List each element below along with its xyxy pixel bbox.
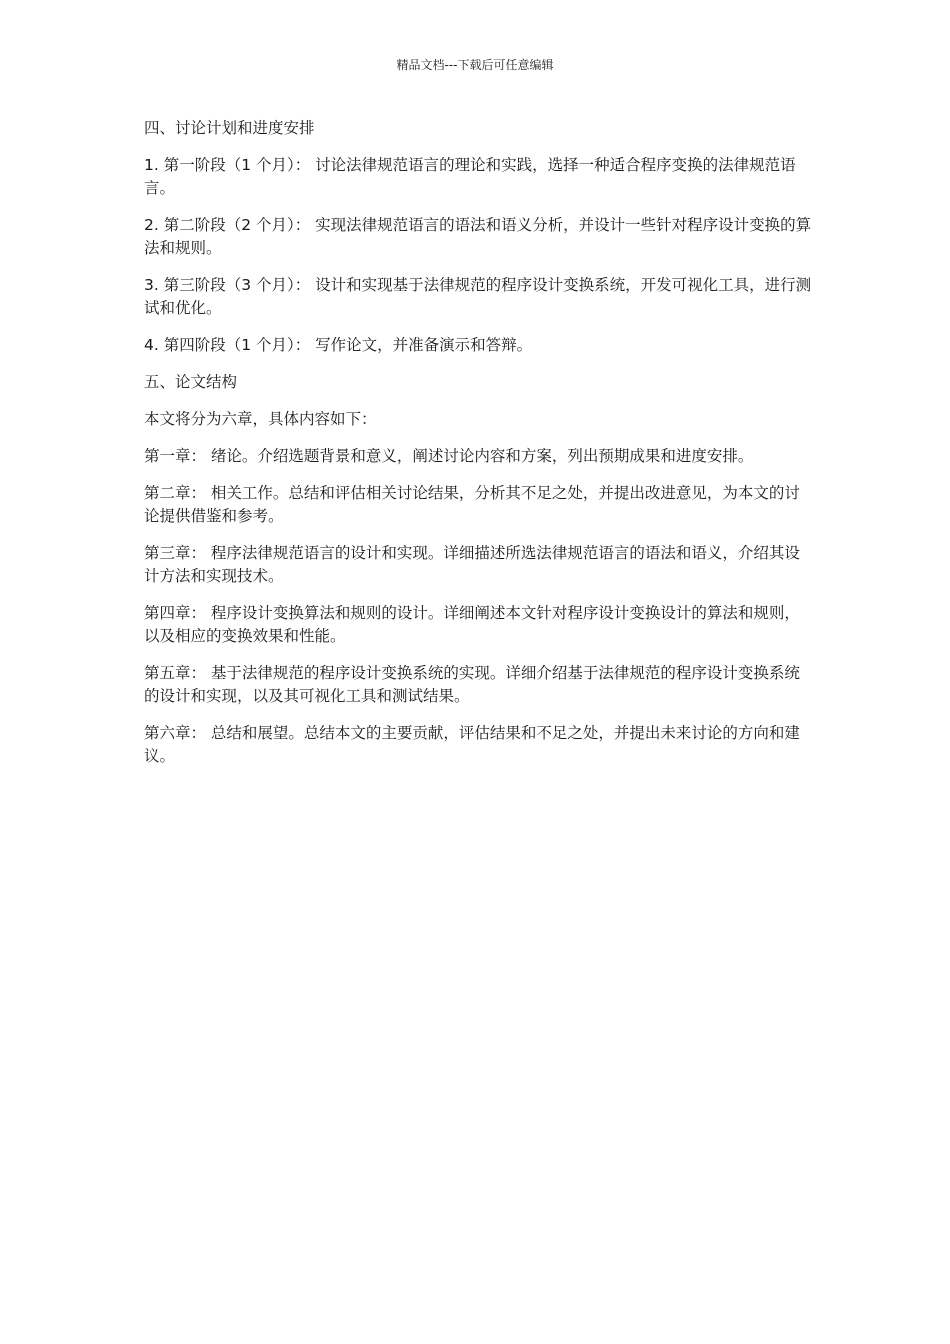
chapter-4-description: 第四章： 程序设计变换算法和规则的设计。详细阐述本文针对程序设计变换设计的算法和规则，以及相应的变换效果和性能。 [144, 604, 800, 645]
chapter-2-description: 第二章： 相关工作。总结和评估相关讨论结果，分析其不足之处，并提出改进意见，为本文的讨论提供借鉴和参考。 [144, 484, 800, 525]
schedule-item-phase-4: 4. 第四阶段（1 个月）： 写作论文，并准备演示和答辩。 [144, 336, 533, 354]
schedule-item-phase-2: 2. 第二阶段（2 个月）： 实现法律规范语言的语法和语义分析，并设计一些针对程序设计变换的算法和规则。 [144, 216, 812, 257]
chapter-5-description: 第五章： 基于法律规范的程序设计变换系统的实现。详细介绍基于法律规范的程序设计变换系统的设计和实现，以及其可视化工具和测试结果。 [144, 664, 800, 705]
chapter-1-description: 第一章： 绪论。介绍选题背景和意义，阐述讨论内容和方案，列出预期成果和进度安排。 [144, 447, 754, 465]
page-header: 精品文档---下载后可任意编辑 [396, 58, 554, 72]
structure-intro: 本文将分为六章，具体内容如下： [144, 410, 377, 428]
schedule-item-phase-3: 3. 第三阶段（3 个月）： 设计和实现基于法律规范的程序设计变换系统，开发可视化工具，进行测试和优化。 [144, 276, 812, 317]
document-body [144, 117, 812, 782]
section-heading-structure: 五、论文结构 [144, 373, 238, 391]
section-heading-schedule: 四、讨论计划和进度安排 [144, 119, 315, 137]
chapter-6-description: 第六章： 总结和展望。总结本文的主要贡献，评估结果和不足之处，并提出未来讨论的方向和建议。 [144, 724, 800, 765]
chapter-3-description: 第三章： 程序法律规范语言的设计和实现。详细描述所选法律规范语言的语法和语义，介绍其设计方法和实现技术。 [144, 544, 800, 585]
schedule-item-phase-1: 1. 第一阶段（1 个月）： 讨论法律规范语言的理论和实践，选择一种适合程序变换的法律规范语言。 [144, 156, 796, 197]
